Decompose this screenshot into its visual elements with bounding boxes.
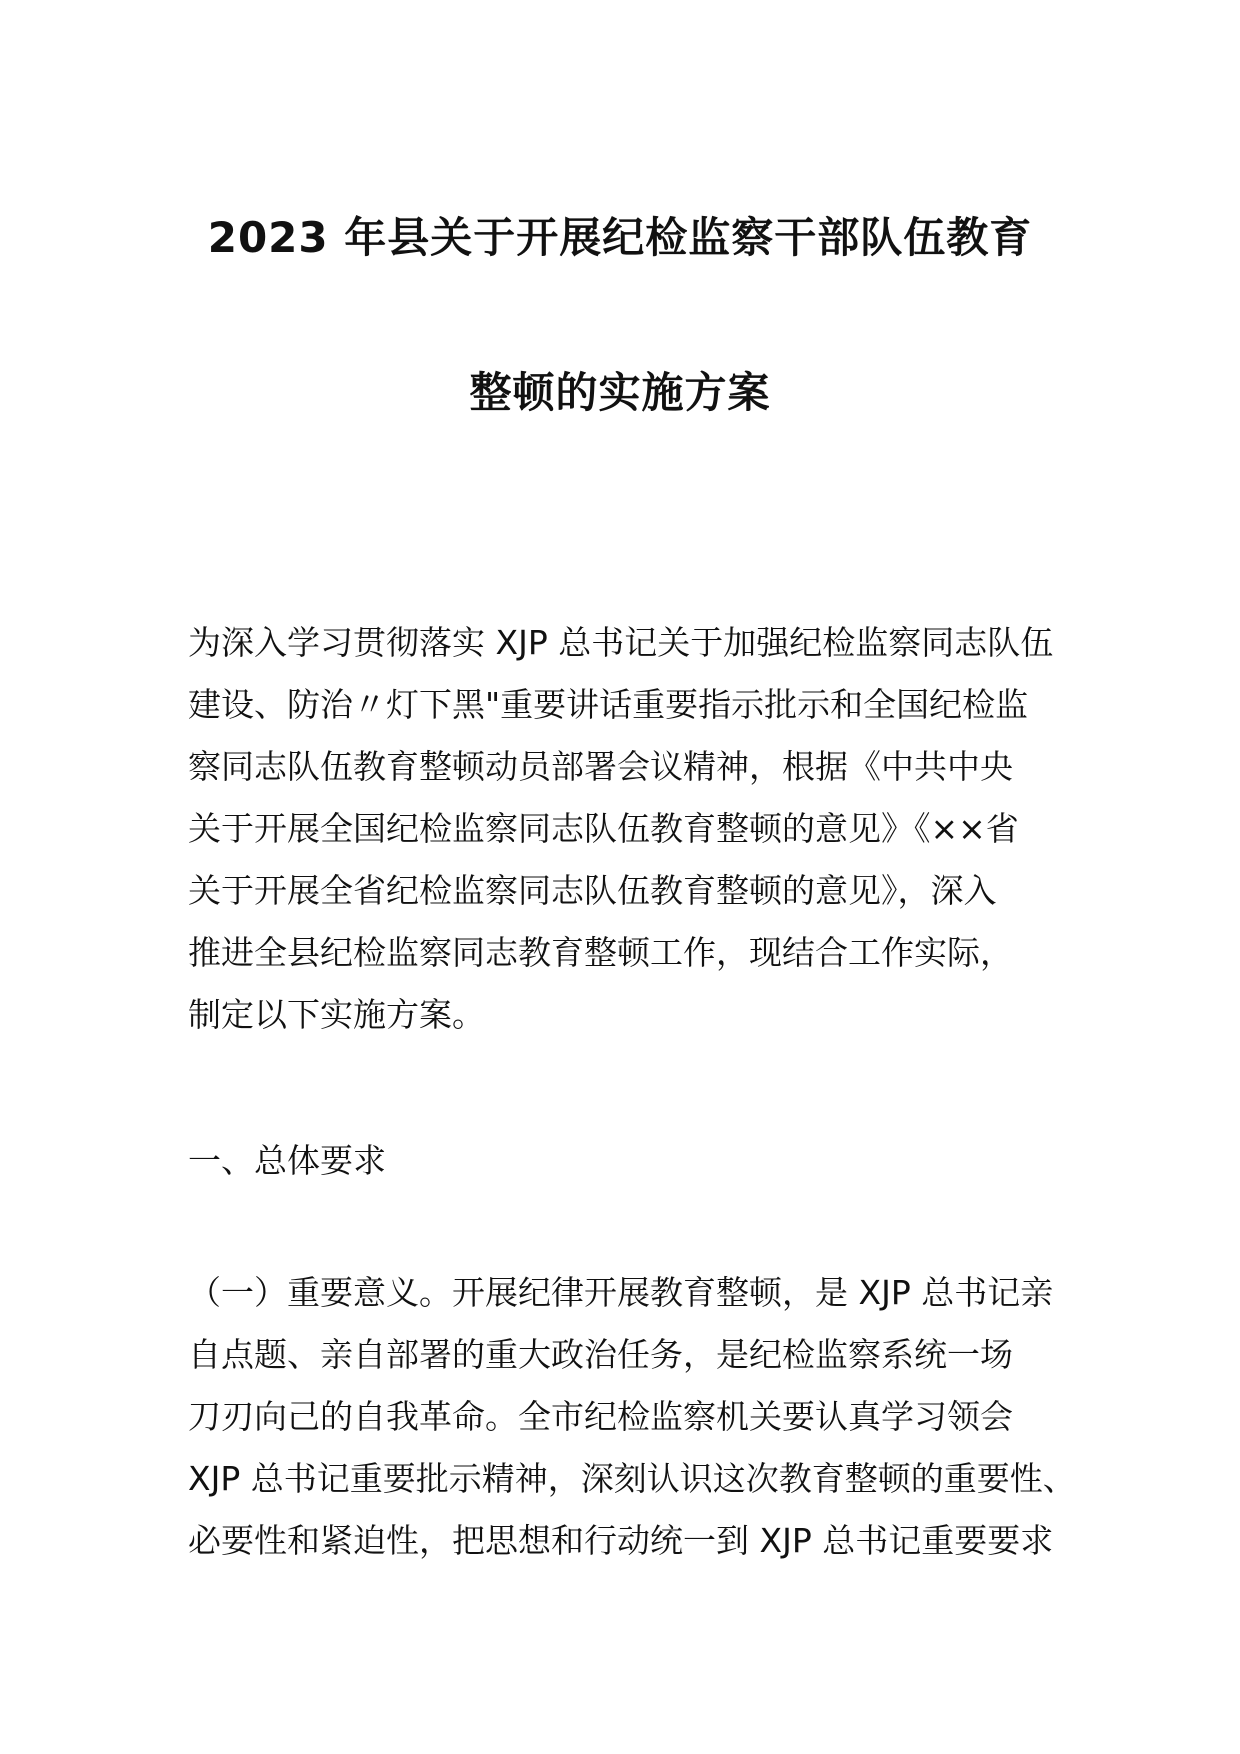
intro-line: 为深入学习贯彻落实 XJP 总书记关于加强纪检监察同志队伍	[188, 623, 1054, 662]
intro-line: 推进全县纪检监察同志教育整顿工作，现结合工作实际，	[188, 933, 1013, 972]
section-heading-text: 一、总体要求	[188, 1141, 386, 1180]
intro-line: 关于开展全省纪检监察同志队伍教育整顿的意见》，深入	[188, 871, 997, 910]
paragraph-line: 必要性和紧迫性，把思想和行动统一到 XJP 总书记重要要求	[188, 1521, 1054, 1560]
paragraph-line: 自点题、亲自部署的重大政治任务，是纪检监察系统一场	[188, 1335, 1013, 1374]
document-title-line-2: 整顿的实施方案	[469, 368, 771, 417]
paragraph-line: （一）重要意义。开展纪律开展教育整顿，是 XJP 总书记亲	[188, 1273, 1054, 1312]
intro-paragraph	[188, 612, 1068, 1046]
significance-paragraph	[188, 1262, 1076, 1572]
paragraph-line: 刀刃向己的自我革命。全市纪检监察机关要认真学习领会	[188, 1397, 1013, 1436]
intro-line: 关于开展全国纪检监察同志队伍教育整顿的意见》《××省	[188, 809, 1019, 848]
intro-line: 建设、防治〃灯下黑"重要讲话重要指示批示和全国纪检监	[188, 685, 1029, 724]
intro-line: 制定以下实施方案。	[188, 995, 485, 1034]
section-heading	[188, 1130, 1068, 1192]
intro-line: 察同志队伍教育整顿动员部署会议精神，根据《中共中央	[188, 747, 1013, 786]
document-title-line-1: 2023 年县关于开展纪检监察干部队伍教育	[207, 213, 1033, 262]
paragraph-line: XJP 总书记重要批示精神，深刻认识这次教育整顿的重要性、	[188, 1459, 1076, 1498]
